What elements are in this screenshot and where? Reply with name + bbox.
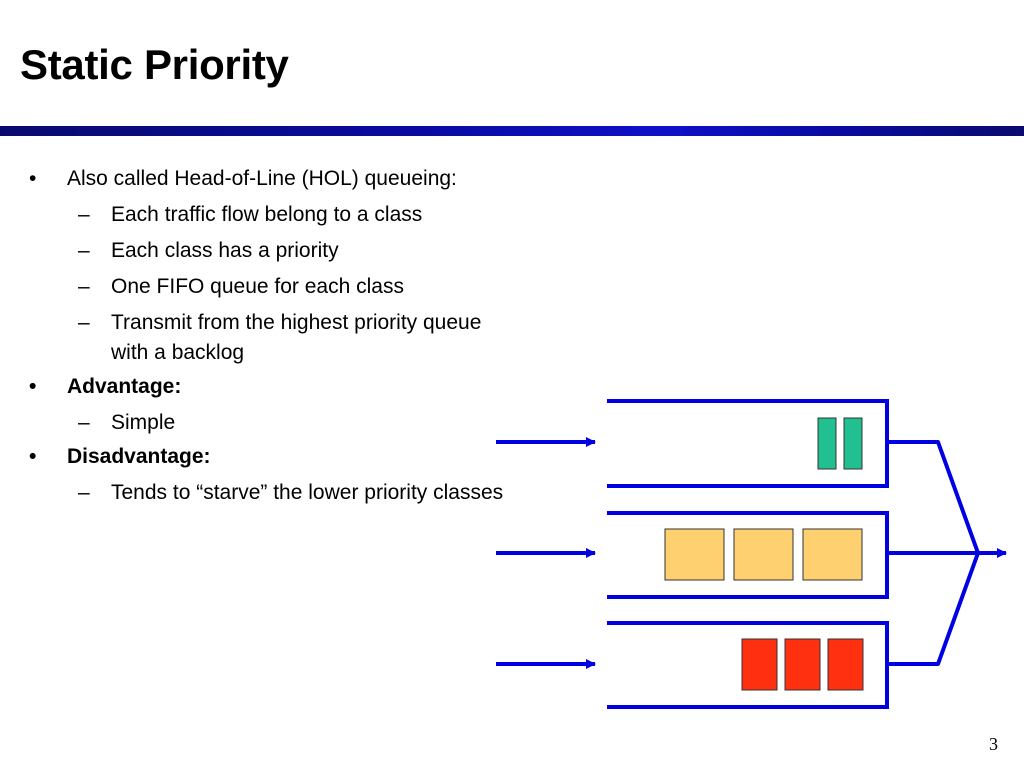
bullet-hol-queueing: • Also called Head-of-Line (HOL) queueing: [0,164,520,194]
queue-1-packet [844,418,862,469]
queue-1-packet [818,418,836,469]
queues-group [496,399,938,709]
queue-2-packet [734,529,793,580]
slide-title: Static Priority [20,41,289,88]
bullet-advantage: • Advantage: [0,372,520,402]
scheduler-merge-line [938,553,978,664]
page-number: 3 [989,734,998,754]
queue-3-packet [828,639,863,690]
sub-bullet-simple: – Simple [0,408,520,438]
queue-2 [496,511,938,599]
scheduler-merge-line [938,442,978,553]
queue-2-packet [665,529,724,580]
scheduler-lines [938,442,1006,664]
queue-3-packet [742,639,777,690]
sub-bullet-fifo-queue: – One FIFO queue for each class [0,272,520,302]
sub-bullet-traffic-class: – Each traffic flow belong to a class [0,200,520,230]
queue-1 [496,399,938,488]
sub-bullet-transmit-highest: – Transmit from the highest priority queue with a backlog [0,308,520,368]
queue-3 [496,621,938,709]
sub-bullet-starve: – Tends to “starve” the lower priority classes [0,478,520,508]
queue-3-packet [785,639,820,690]
queue-2-packet [803,529,862,580]
sub-bullet-class-priority: – Each class has a priority [0,236,520,266]
bullet-disadvantage: • Disadvantage: [0,442,520,472]
